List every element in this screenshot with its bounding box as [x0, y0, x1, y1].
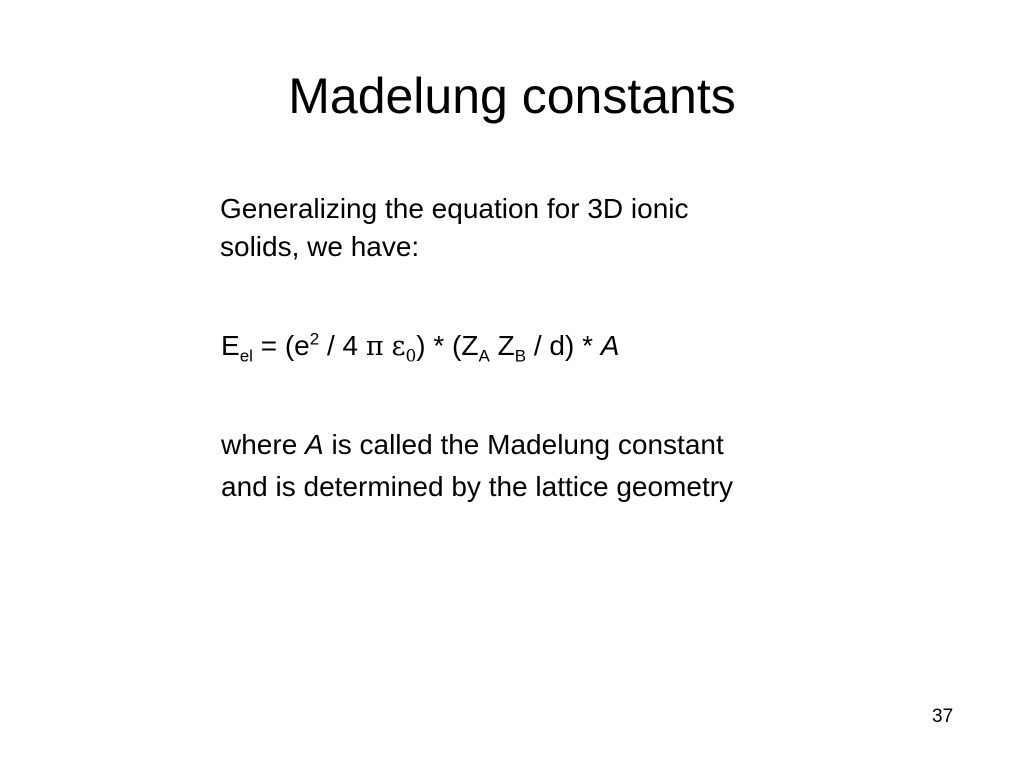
intro-text — [220, 190, 920, 266]
eq-lhs: E — [221, 330, 240, 361]
where-line-2: and is determined by the lattice geometry — [221, 471, 734, 502]
slide-title: Madelung constants — [288, 68, 736, 124]
where-line-1 — [221, 424, 733, 466]
eq-sub-b: B — [514, 346, 527, 366]
where-text — [221, 424, 733, 508]
eq-sup-2: 2 — [309, 329, 320, 349]
eq-lhs-sub: el — [239, 346, 253, 366]
eq-div4: / 4 — [319, 330, 366, 361]
intro-line-1: Generalizing the equation for 3D ionic — [220, 193, 689, 224]
eq-close-times: ) * (Z — [416, 330, 479, 361]
eq-madelung-a: A — [600, 330, 620, 361]
eq-epsilon: ε — [391, 331, 406, 362]
eq-tail: / d) * — [526, 330, 601, 361]
where-a: A — [305, 429, 324, 460]
eq-zb: Z — [489, 330, 515, 361]
page-number: 37 — [932, 706, 954, 727]
eq-open: = (e — [252, 330, 310, 361]
eq-epsilon-sub: 0 — [405, 346, 417, 367]
eq-pi: π — [365, 331, 384, 362]
madelung-equation — [221, 326, 619, 367]
where-rest: is called the Madelung constant — [323, 429, 724, 460]
where-word: where — [221, 429, 306, 460]
intro-line-2: solids, we have: — [220, 231, 420, 262]
eq-sub-a: A — [478, 346, 490, 366]
